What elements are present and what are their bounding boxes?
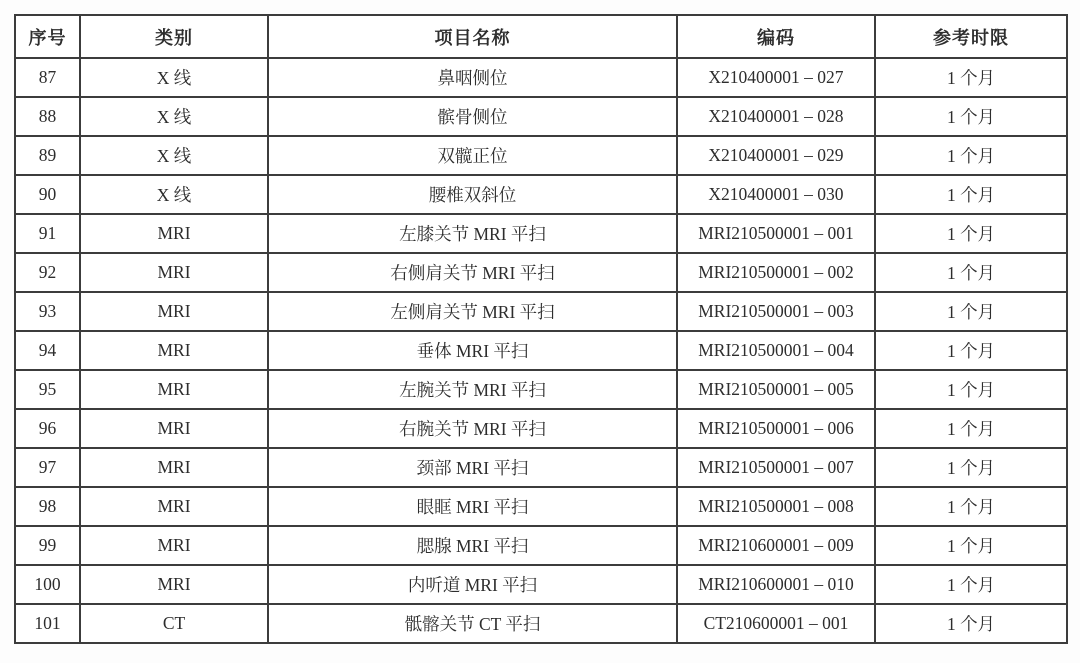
cell-category: X 线 — [80, 58, 268, 97]
cell-category: MRI — [80, 448, 268, 487]
cell-code: MRI210500001 – 007 — [677, 448, 875, 487]
cell-seq: 95 — [15, 370, 80, 409]
cell-time: 1 个月 — [875, 97, 1067, 136]
cell-code: X210400001 – 028 — [677, 97, 875, 136]
cell-code: MRI210600001 – 010 — [677, 565, 875, 604]
cell-code: MRI210500001 – 002 — [677, 253, 875, 292]
cell-code: MRI210500001 – 005 — [677, 370, 875, 409]
cell-time: 1 个月 — [875, 448, 1067, 487]
cell-code: X210400001 – 027 — [677, 58, 875, 97]
cell-name: 鼻咽侧位 — [268, 58, 677, 97]
cell-seq: 93 — [15, 292, 80, 331]
col-header-name: 项目名称 — [268, 15, 677, 58]
header-row — [15, 15, 1067, 58]
table-row — [15, 604, 1067, 643]
imaging-items-table — [14, 14, 1068, 644]
cell-time: 1 个月 — [875, 487, 1067, 526]
cell-seq: 96 — [15, 409, 80, 448]
cell-code: MRI210500001 – 006 — [677, 409, 875, 448]
cell-time: 1 个月 — [875, 565, 1067, 604]
cell-seq: 92 — [15, 253, 80, 292]
cell-time: 1 个月 — [875, 604, 1067, 643]
cell-time: 1 个月 — [875, 292, 1067, 331]
cell-time: 1 个月 — [875, 58, 1067, 97]
cell-code: CT210600001 – 001 — [677, 604, 875, 643]
col-header-time: 参考时限 — [875, 15, 1067, 58]
table-row — [15, 97, 1067, 136]
cell-seq: 90 — [15, 175, 80, 214]
table-row — [15, 370, 1067, 409]
cell-name: 腰椎双斜位 — [268, 175, 677, 214]
cell-seq: 89 — [15, 136, 80, 175]
cell-seq: 87 — [15, 58, 80, 97]
table-row — [15, 214, 1067, 253]
cell-seq: 99 — [15, 526, 80, 565]
cell-time: 1 个月 — [875, 331, 1067, 370]
cell-time: 1 个月 — [875, 370, 1067, 409]
table-body — [15, 58, 1067, 643]
cell-name: 左膝关节 MRI 平扫 — [268, 214, 677, 253]
cell-time: 1 个月 — [875, 136, 1067, 175]
cell-category: MRI — [80, 526, 268, 565]
cell-category: MRI — [80, 487, 268, 526]
cell-category: MRI — [80, 253, 268, 292]
cell-time: 1 个月 — [875, 409, 1067, 448]
cell-code: X210400001 – 029 — [677, 136, 875, 175]
cell-category: MRI — [80, 370, 268, 409]
cell-seq: 101 — [15, 604, 80, 643]
cell-seq: 98 — [15, 487, 80, 526]
table-row — [15, 565, 1067, 604]
cell-name: 右侧肩关节 MRI 平扫 — [268, 253, 677, 292]
table-row — [15, 526, 1067, 565]
cell-seq: 91 — [15, 214, 80, 253]
cell-name: 双髋正位 — [268, 136, 677, 175]
table-row — [15, 253, 1067, 292]
cell-category: MRI — [80, 331, 268, 370]
cell-category: X 线 — [80, 136, 268, 175]
cell-time: 1 个月 — [875, 253, 1067, 292]
cell-category: X 线 — [80, 97, 268, 136]
cell-name: 腮腺 MRI 平扫 — [268, 526, 677, 565]
cell-code: MRI210500001 – 001 — [677, 214, 875, 253]
cell-code: MRI210500001 – 004 — [677, 331, 875, 370]
cell-category: MRI — [80, 409, 268, 448]
cell-name: 垂体 MRI 平扫 — [268, 331, 677, 370]
table-row — [15, 409, 1067, 448]
cell-time: 1 个月 — [875, 214, 1067, 253]
cell-name: 右腕关节 MRI 平扫 — [268, 409, 677, 448]
cell-name: 内听道 MRI 平扫 — [268, 565, 677, 604]
table-row — [15, 136, 1067, 175]
cell-name: 骶髂关节 CT 平扫 — [268, 604, 677, 643]
cell-code: MRI210600001 – 009 — [677, 526, 875, 565]
cell-seq: 94 — [15, 331, 80, 370]
cell-name: 髌骨侧位 — [268, 97, 677, 136]
cell-code: X210400001 – 030 — [677, 175, 875, 214]
cell-category: MRI — [80, 565, 268, 604]
cell-time: 1 个月 — [875, 526, 1067, 565]
cell-category: CT — [80, 604, 268, 643]
col-header-category: 类别 — [80, 15, 268, 58]
table-row — [15, 448, 1067, 487]
col-header-seq: 序号 — [15, 15, 80, 58]
cell-code: MRI210500001 – 008 — [677, 487, 875, 526]
table-row — [15, 331, 1067, 370]
cell-time: 1 个月 — [875, 175, 1067, 214]
cell-name: 眼眶 MRI 平扫 — [268, 487, 677, 526]
table-row — [15, 175, 1067, 214]
cell-code: MRI210500001 – 003 — [677, 292, 875, 331]
cell-seq: 97 — [15, 448, 80, 487]
cell-category: MRI — [80, 214, 268, 253]
col-header-code: 编码 — [677, 15, 875, 58]
cell-name: 左腕关节 MRI 平扫 — [268, 370, 677, 409]
table-row — [15, 58, 1067, 97]
table-row — [15, 292, 1067, 331]
cell-seq: 100 — [15, 565, 80, 604]
cell-category: MRI — [80, 292, 268, 331]
cell-name: 颈部 MRI 平扫 — [268, 448, 677, 487]
cell-seq: 88 — [15, 97, 80, 136]
cell-category: X 线 — [80, 175, 268, 214]
table-row — [15, 487, 1067, 526]
cell-name: 左侧肩关节 MRI 平扫 — [268, 292, 677, 331]
